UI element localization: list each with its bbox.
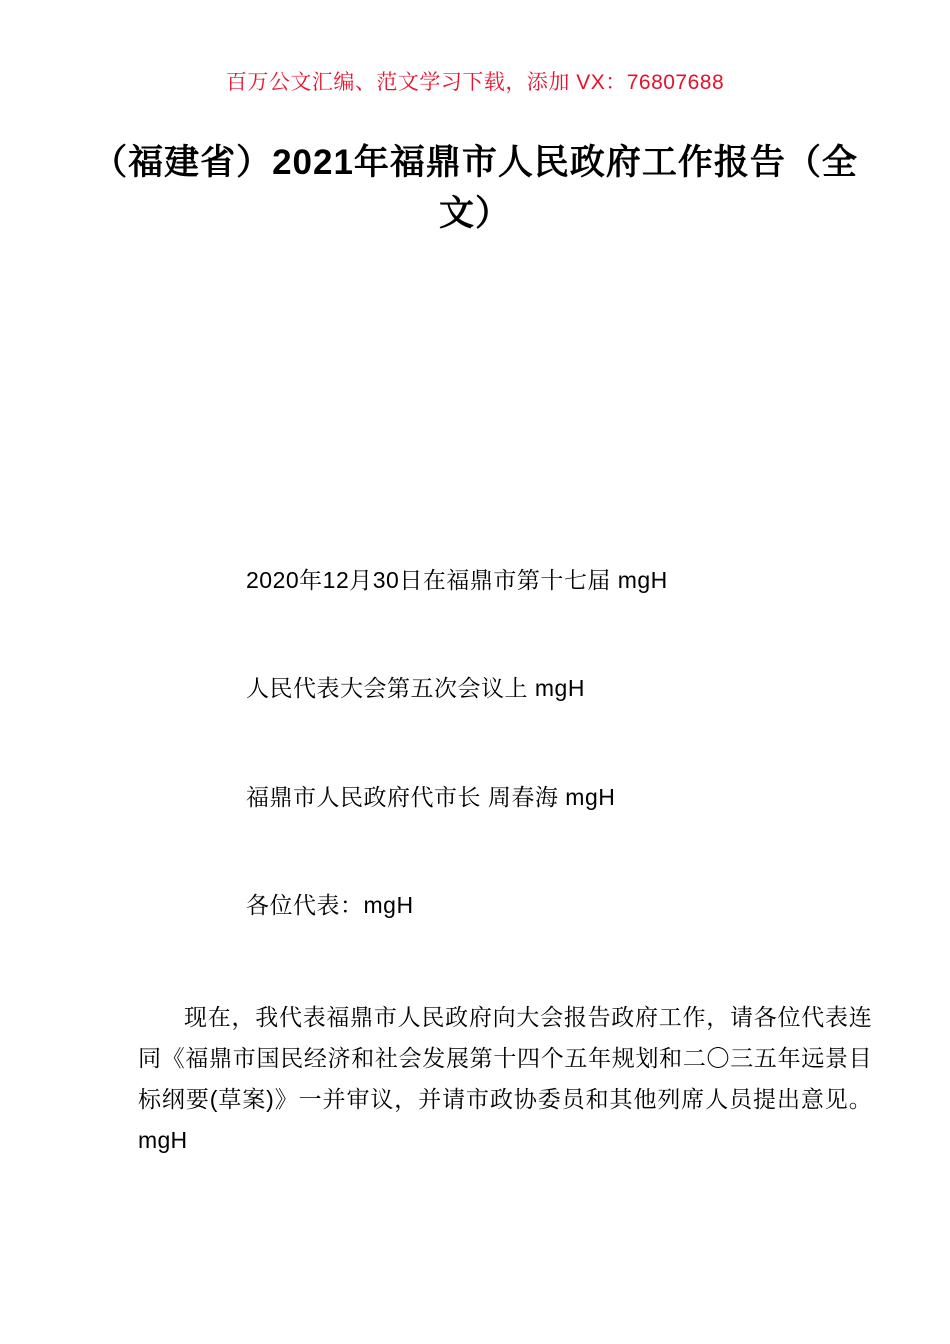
- meta-line-speaker: 福鼎市人民政府代市长 周春海 mgH: [246, 783, 616, 810]
- meta-line-salutation: 各位代表：mgH: [246, 892, 414, 919]
- page-title: （福建省）2021年福鼎市人民政府工作报告（全文）: [92, 143, 858, 233]
- meta-line-date: 2020年12月30日在福鼎市第十七届 mgH: [246, 566, 668, 593]
- meta-line-session: 人民代表大会第五次会议上 mgH: [246, 675, 585, 702]
- body-paragraph-1: 现在，我代表福鼎市人民政府向大会报告政府工作，请各位代表连同《福鼎市国民经济和社会发展第十四个五年规划和二〇三五年远景目标纲要(草案)》一并审议，并请市政协委员和其他列席人员提出意见。mgH: [138, 1003, 872, 1153]
- promo-banner: 百万公文汇编、范文学习下载，添加 VX：76807688: [225, 71, 725, 94]
- title-body-spacer: [78, 263, 872, 563]
